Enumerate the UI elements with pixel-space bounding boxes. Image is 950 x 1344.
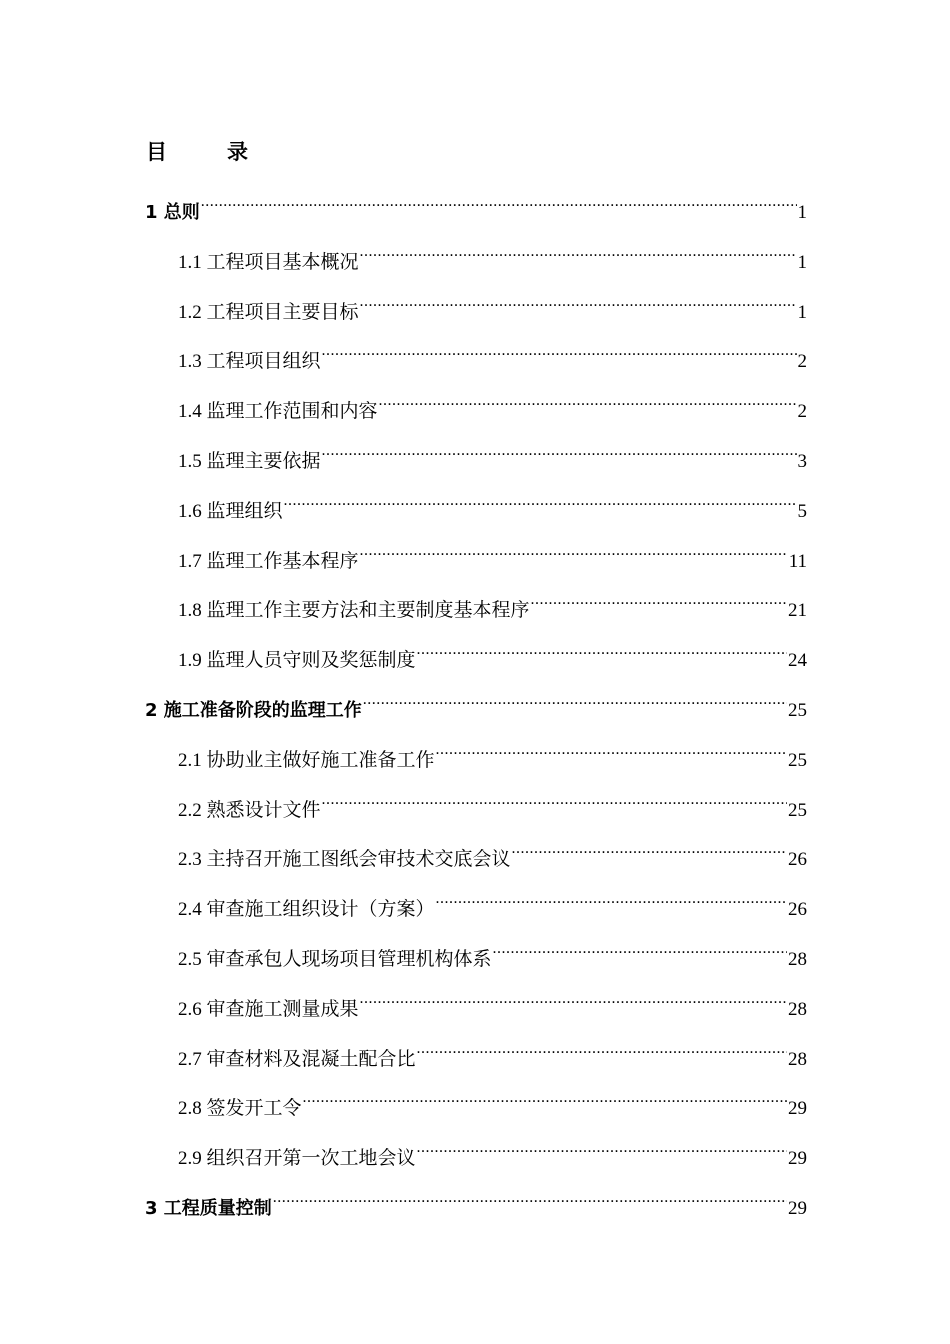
toc-entry-text: 2.9 组织召开第一次工地会议 — [178, 1148, 416, 1170]
toc-entry-text: 1.5 监理主要依据 — [178, 450, 321, 472]
toc-entry-text: 3 工程质量控制 — [145, 1197, 272, 1219]
toc-page-number: 2 — [797, 401, 807, 423]
toc-entry-text: 1.6 监理组织 — [178, 500, 283, 522]
toc-page-number: 21 — [788, 600, 807, 622]
toc-title-right: 录 — [227, 140, 248, 164]
toc-dot-leader — [322, 780, 787, 816]
toc-page-number: 25 — [788, 749, 807, 771]
toc-entry-text: 2.1 协助业主做好施工准备工作 — [178, 749, 435, 771]
toc-section-entry[interactable] — [145, 531, 807, 581]
toc-section-entry[interactable] — [145, 1029, 807, 1079]
toc-chapter-entry[interactable] — [145, 1178, 807, 1228]
toc-dot-leader — [360, 979, 787, 1015]
toc-page-number: 2 — [797, 351, 807, 373]
toc-entry-text: 2.3 主持召开施工图纸会审技术交底会议 — [178, 849, 511, 871]
toc-entry-text: 2 施工准备阶段的监理工作 — [145, 699, 362, 721]
toc-dot-leader — [363, 680, 787, 716]
toc-page-number: 26 — [788, 849, 807, 871]
toc-chapter-entry[interactable] — [145, 182, 807, 232]
toc-page-number: 1 — [797, 251, 807, 273]
toc-entry-text: 1.7 监理工作基本程序 — [178, 550, 359, 572]
toc-dot-leader — [436, 730, 787, 766]
toc-title-left: 目 — [146, 140, 167, 164]
toc-entry-text: 1.8 监理工作主要方法和主要制度基本程序 — [178, 600, 530, 622]
toc-dot-leader — [531, 580, 787, 616]
toc-page-number: 28 — [788, 998, 807, 1020]
toc-section-entry[interactable] — [145, 879, 807, 929]
toc-page-number: 1 — [797, 202, 807, 223]
toc-page-number: 25 — [788, 799, 807, 821]
toc-dot-leader — [322, 331, 797, 367]
toc-entry-text: 1.9 监理人员守则及奖惩制度 — [178, 650, 416, 672]
toc-dot-leader — [417, 1128, 787, 1164]
toc-list — [145, 182, 807, 1228]
toc-dot-leader — [360, 232, 797, 268]
toc-section-entry[interactable] — [145, 431, 807, 481]
toc-section-entry[interactable] — [145, 381, 807, 431]
toc-entry-text: 2.5 审查承包人现场项目管理机构体系 — [178, 948, 492, 970]
toc-page-number: 29 — [788, 1197, 807, 1219]
toc-entry-text: 1.4 监理工作范围和内容 — [178, 401, 378, 423]
toc-dot-leader — [201, 182, 797, 218]
toc-dot-leader — [360, 282, 797, 318]
toc-dot-leader — [493, 929, 787, 965]
toc-entry-text: 1.2 工程项目主要目标 — [178, 301, 359, 323]
toc-entry-text: 1 总则 — [145, 202, 200, 223]
toc-section-entry[interactable] — [145, 630, 807, 680]
toc-page-number: 29 — [788, 1148, 807, 1170]
toc-page-number: 28 — [788, 1048, 807, 1070]
toc-page-number: 26 — [788, 899, 807, 921]
toc-entry-text: 1.3 工程项目组织 — [178, 351, 321, 373]
toc-section-entry[interactable] — [145, 730, 807, 780]
toc-dot-leader — [436, 879, 787, 915]
toc-section-entry[interactable] — [145, 929, 807, 979]
toc-entry-text: 2.2 熟悉设计文件 — [178, 799, 321, 821]
toc-dot-leader — [284, 481, 797, 517]
toc-section-entry[interactable] — [145, 580, 807, 630]
toc-dot-leader — [417, 630, 787, 666]
toc-section-entry[interactable] — [145, 232, 807, 282]
toc-section-entry[interactable] — [145, 979, 807, 1029]
toc-dot-leader — [417, 1029, 787, 1065]
toc-section-entry[interactable] — [145, 481, 807, 531]
toc-section-entry[interactable] — [145, 1128, 807, 1178]
toc-entry-text: 1.1 工程项目基本概况 — [178, 251, 359, 273]
toc-section-entry[interactable] — [145, 780, 807, 830]
toc-dot-leader — [273, 1178, 787, 1214]
toc-page-number: 28 — [788, 948, 807, 970]
toc-section-entry[interactable] — [145, 282, 807, 332]
toc-page-number: 29 — [788, 1098, 807, 1120]
toc-entry-text: 2.8 签发开工令 — [178, 1098, 302, 1120]
toc-entry-text: 2.6 审查施工测量成果 — [178, 998, 359, 1020]
toc-page-number: 1 — [797, 301, 807, 323]
toc-dot-leader — [360, 531, 788, 567]
toc-section-entry[interactable] — [145, 829, 807, 879]
toc-title — [146, 136, 248, 166]
toc-page-number: 11 — [788, 550, 807, 572]
toc-section-entry[interactable] — [145, 331, 807, 381]
toc-dot-leader — [303, 1078, 787, 1114]
toc-page-number: 25 — [788, 699, 807, 721]
toc-chapter-entry[interactable] — [145, 680, 807, 730]
toc-page-number: 3 — [797, 450, 807, 472]
toc-dot-leader — [379, 381, 797, 417]
toc-dot-leader — [512, 829, 787, 865]
toc-section-entry[interactable] — [145, 1078, 807, 1128]
toc-page-number: 5 — [797, 500, 807, 522]
toc-entry-text: 2.7 审查材料及混凝土配合比 — [178, 1048, 416, 1070]
toc-page-number: 24 — [788, 650, 807, 672]
toc-entry-text: 2.4 审查施工组织设计（方案） — [178, 899, 435, 921]
toc-dot-leader — [322, 431, 797, 467]
